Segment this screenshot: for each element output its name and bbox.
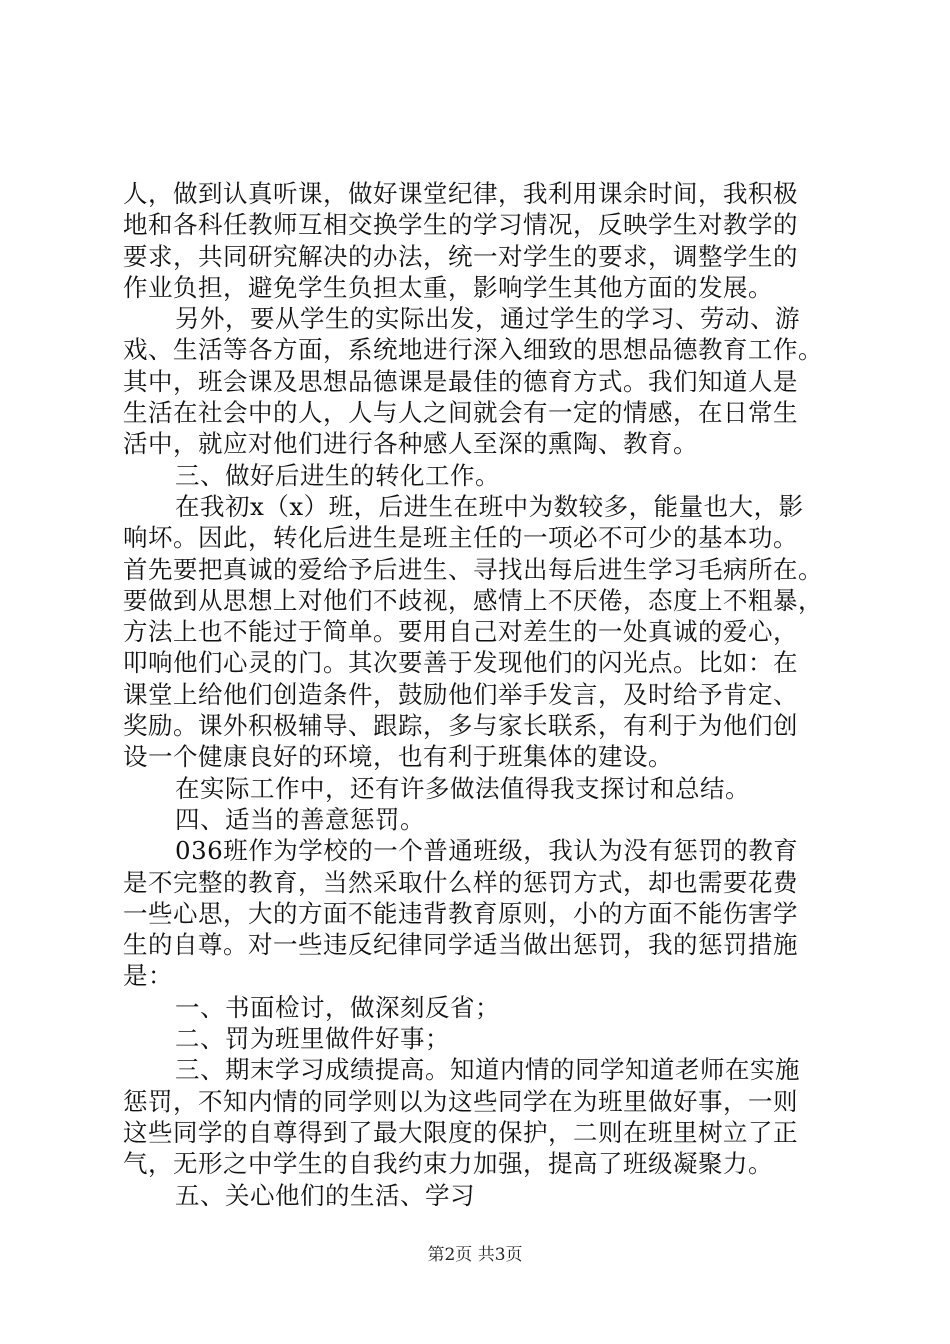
text-line: 五、关心他们的生活、学习 xyxy=(175,1180,475,1210)
text-line: 戏、生活等各方面，系统地进行深入细致的思想品德教育工作。 xyxy=(123,335,823,365)
text-line: 课堂上给他们创造条件，鼓励他们举手发言，及时给予肯定、 xyxy=(123,679,798,709)
text-line: 生的自尊。对一些违反纪律同学适当做出惩罚，我的惩罚措施 xyxy=(123,930,798,960)
text-line: 一、书面检讨，做深刻反省； xyxy=(175,992,500,1022)
text-line: 在实际工作中，还有许多做法值得我支探讨和总结。 xyxy=(175,773,750,803)
text-line: 作业负担，避免学生负担太重，影响学生其他方面的发展。 xyxy=(123,272,773,302)
page-number-footer: 第2页 共3页 xyxy=(427,1245,523,1265)
text-line: 三、做好后进生的转化工作。 xyxy=(175,460,500,490)
text-line: 四、适当的善意惩罚。 xyxy=(175,804,425,834)
text-line: 奖励。课外积极辅导、跟踪，多与家长联系，有利于为他们创 xyxy=(123,711,798,741)
text-line: 活中，就应对他们进行各种感人至深的熏陶、教育。 xyxy=(123,429,698,459)
text-line: 要求，共同研究解决的办法，统一对学生的要求，调整学生的 xyxy=(123,241,798,271)
text-line: 是： xyxy=(123,961,173,991)
text-line: 一些心思，大的方面不能违背教育原则，小的方面不能伤害学 xyxy=(123,898,798,928)
text-line: 叩响他们心灵的门。其次要善于发现他们的闪光点。比如：在 xyxy=(123,648,798,678)
document-body xyxy=(123,178,843,1211)
text-line: 首先要把真诚的爱给予后进生、寻找出每后进生学习毛病所在。 xyxy=(123,554,823,584)
text-line: 生活在社会中的人，人与人之间就会有一定的情感，在日常生 xyxy=(123,398,798,428)
text-line: 方法上也不能过于简单。要用自己对差生的一处真诚的爱心， xyxy=(123,617,798,647)
text-line: 在我初x（x）班，后进生在班中为数较多，能量也大，影 xyxy=(175,491,804,521)
text-line: 二、罚为班里做件好事； xyxy=(175,1024,450,1054)
text-line: 人，做到认真听课，做好课堂纪律，我利用课余时间，我积极 xyxy=(123,179,798,208)
text-line: 响坏。因此，转化后进生是班主任的一项必不可少的基本功。 xyxy=(123,523,798,553)
text-line: 其中，班会课及思想品德课是最佳的德育方式。我们知道人是 xyxy=(123,366,798,396)
text-line: 地和各科任教师互相交换学生的学习情况，反映学生对教学的 xyxy=(123,210,798,240)
text-line: 要做到从思想上对他们不歧视，感情上不厌倦，态度上不粗暴， xyxy=(123,585,823,615)
text-line: 气，无形之中学生的自我约束力加强，提高了班级凝聚力。 xyxy=(123,1149,773,1179)
text-line: 是不完整的教育，当然采取什么样的惩罚方式，却也需要花费 xyxy=(123,867,798,897)
text-line: 036班作为学校的一个普通班级，我认为没有惩罚的教育 xyxy=(175,836,799,866)
text-line: 另外，要从学生的实际出发，通过学生的学习、劳动、游 xyxy=(175,304,800,334)
text-line: 惩罚，不知内情的同学则以为这些同学在为班里做好事，一则 xyxy=(123,1086,798,1116)
text-line: 设一个健康良好的环境，也有利于班集体的建设。 xyxy=(123,742,673,772)
text-line: 三、期末学习成绩提高。知道内情的同学知道老师在实施 xyxy=(175,1055,800,1085)
text-line: 这些同学的自尊得到了最大限度的保护，二则在班里树立了正 xyxy=(123,1117,798,1147)
